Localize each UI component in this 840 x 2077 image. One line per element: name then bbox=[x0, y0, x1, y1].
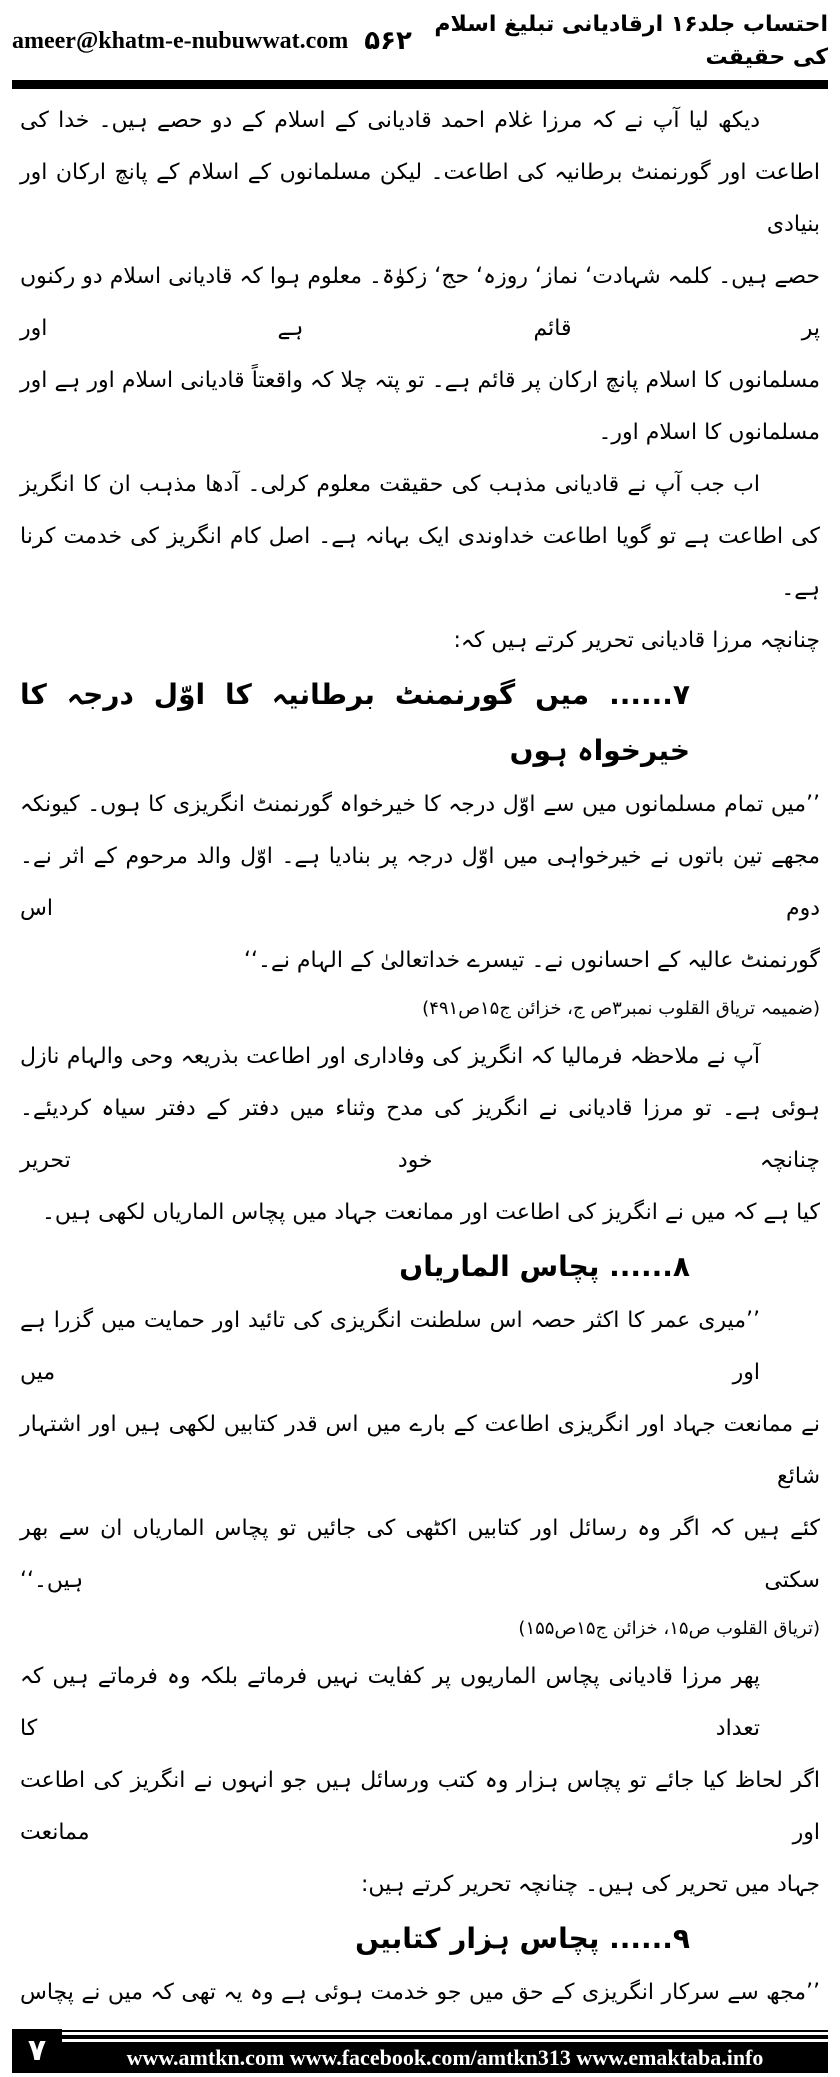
section-heading: ۹...... پچاس ہزار کتابیں bbox=[355, 1922, 690, 1955]
footer-page-marker: ۷ bbox=[12, 2029, 62, 2073]
text-line: کئے ہیں کہ اگر وہ رسائل اور کتابیں اکٹھی کی جائیں تو پچاس الماریاں ان سے بھر سکتی ہیں۔‘‘ bbox=[20, 1516, 820, 1593]
citation: (تریاق القلوب ص۱۵، خزائن ج۱۵ص۱۵۵) bbox=[518, 1618, 820, 1639]
text-line: ’’میں تمام مسلمانوں میں سے اوّل درجہ کا خیرخواہ گورنمنٹ انگریزی کا ہوں۔ کیونکہ bbox=[20, 792, 820, 817]
running-title: احتساب جلد۱۶ ارقادیانی تبلیغ اسلام کی حقیقت bbox=[434, 12, 828, 70]
text-line: مسلمانوں کا اسلام پانچ ارکان پر قائم ہے۔ تو پتہ چلا کہ واقعتاً قادیانی اسلام اور ہے اور bbox=[20, 368, 820, 393]
text-line: اطاعت اور گورنمنٹ برطانیہ کی اطاعت۔ لیکن مسلمانوں کے اسلام کے پانچ ارکان اور بنیادی bbox=[20, 160, 820, 237]
text-line: پھر مرزا قادیانی پچاس الماریوں پر کفایت نہیں فرماتے بلکہ وہ فرماتے ہیں کہ تعداد کا bbox=[20, 1664, 760, 1741]
page-header bbox=[12, 8, 828, 74]
header-rule bbox=[12, 80, 828, 89]
header-email: ameer@khatm-e-nubuwwat.com bbox=[12, 27, 349, 54]
text-line: چنانچہ مرزا قادیانی تحریر کرتے ہیں کہ: bbox=[453, 628, 820, 653]
text-line: گورنمنٹ عالیہ کے احسانوں نے۔ تیسرے خداتعالیٰ کے الہام نے۔‘‘ bbox=[244, 948, 820, 973]
footer-links: www.amtkn.com www.facebook.com/amtkn313 www.emaktaba.info bbox=[62, 2042, 828, 2073]
text-line: کی اطاعت ہے تو گویا اطاعت خداوندی ایک بہانہ ہے۔ اصل کام انگریز کی خدمت کرنا ہے۔ bbox=[20, 524, 820, 601]
text-line: آپ نے ملاحظہ فرمالیا کہ انگریز کی وفاداری اور اطاعت بذریعہ وحی والہام نازل bbox=[20, 1044, 760, 1069]
footer-band bbox=[62, 2029, 828, 2073]
text-line: حصے ہیں۔ کلمہ شہادت‘ نماز‘ روزہ‘ حج‘ زکوٰۃ۔ معلوم ہوا کہ قادیانی اسلام دو رکنوں پر قائم ہے اور bbox=[20, 264, 820, 341]
text-line: مجھے تین باتوں نے خیرخواہی میں اوّل درجہ پر بنادیا ہے۔ اوّل والد مرحوم کے اثر نے۔ دوم اس bbox=[20, 844, 820, 921]
page-number: ۵۶۲ bbox=[364, 26, 412, 56]
section-heading: ۸...... پچاس الماریاں bbox=[399, 1250, 690, 1283]
page-body bbox=[20, 95, 820, 2019]
footer-rule bbox=[62, 2030, 828, 2032]
text-line: جہاد میں تحریر کی ہیں۔ چنانچہ تحریر کرتے ہیں: bbox=[360, 1872, 820, 1897]
text-line: کیا ہے کہ میں نے انگریز کی اطاعت اور ممانعت جہاد میں پچاس الماریاں لکھی ہیں۔ bbox=[42, 1200, 820, 1225]
page-footer bbox=[12, 2029, 828, 2073]
citation: (ضمیمہ تریاق القلوب نمبر۳ص ج، خزائن ج۱۵ص۴۹۱) bbox=[422, 998, 820, 1019]
text-line: نے ممانعت جہاد اور انگریزی اطاعت کے بارے میں اس قدر کتابیں لکھی ہیں اور اشتہار شائع bbox=[20, 1412, 820, 1489]
text-line: مسلمانوں کا اسلام اور۔ bbox=[598, 420, 820, 445]
text-line: دیکھ لیا آپ نے کہ مرزا غلام احمد قادیانی کے اسلام کے دو حصے ہیں۔ خدا کی bbox=[20, 108, 760, 133]
text-line: ہوئی ہے۔ تو مرزا قادیانی نے انگریز کی مدح وثناء میں دفتر کے دفتر سیاہ کردیئے۔ چنانچہ خود تحریر bbox=[20, 1096, 820, 1173]
section-heading: ۷...... میں گورنمنٹ برطانیہ کا اوّل درجہ کا خیرخواہ ہوں bbox=[20, 678, 690, 767]
text-line: اب جب آپ نے قادیانی مذہب کی حقیقت معلوم کرلی۔ آدھا مذہب ان کا انگریز bbox=[20, 472, 760, 497]
text-line: ’’میری عمر کا اکثر حصہ اس سلطنت انگریزی کی تائید اور حمایت میں گزرا ہے اور میں bbox=[20, 1308, 760, 1385]
text-line: اگر لحاظ کیا جائے تو پچاس ہزار وہ کتب ورسائل ہیں جو انہوں نے انگریز کی اطاعت اور ممانعت bbox=[20, 1768, 820, 1845]
text-line: ’’مجھ سے سرکار انگریزی کے حق میں جو خدمت ہوئی ہے وہ یہ تھی کہ میں نے پچاس bbox=[20, 1980, 820, 2005]
footer-rule bbox=[62, 2035, 828, 2039]
